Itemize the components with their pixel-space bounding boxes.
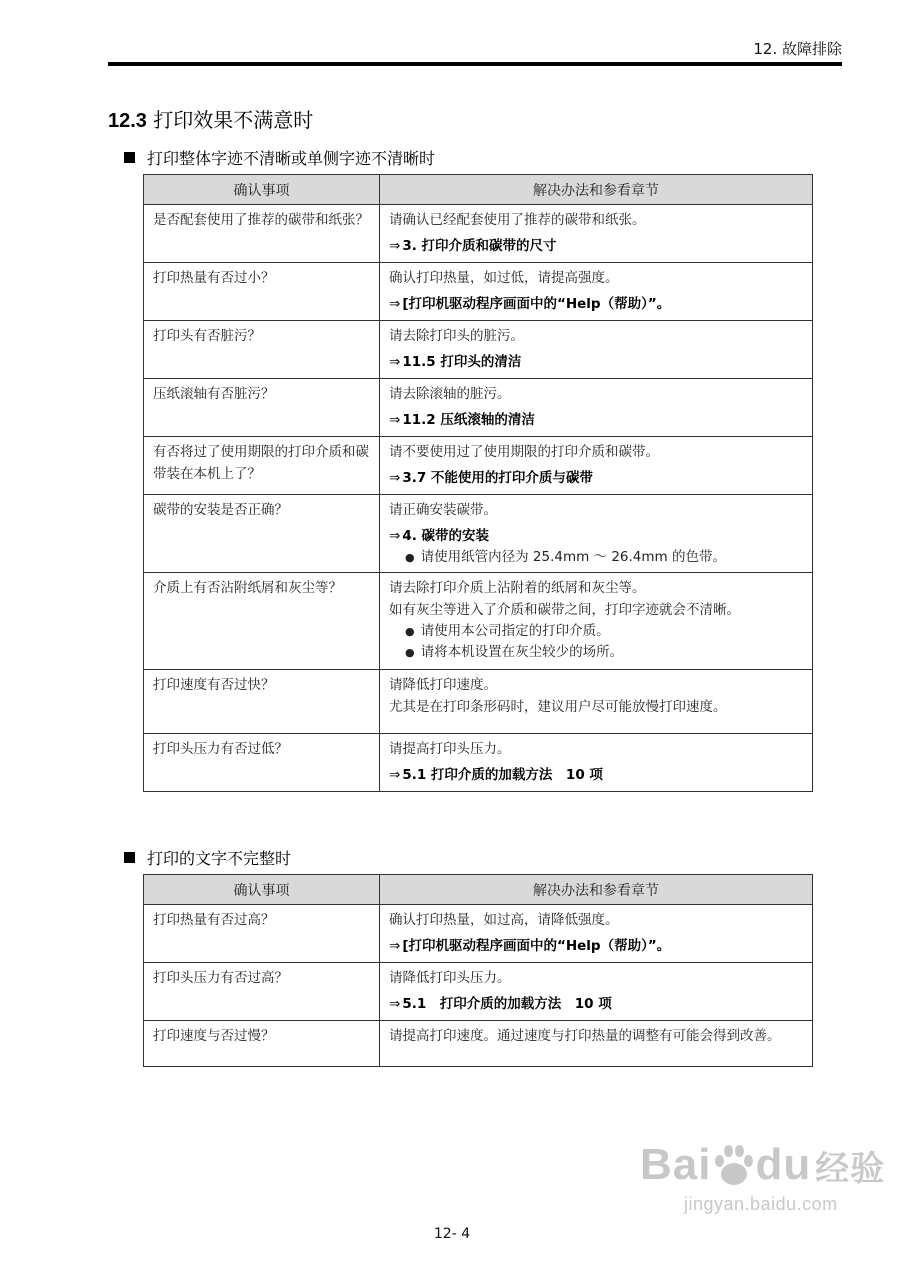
- solution-text: 尤其是在打印条形码时，建议用户尽可能放慢打印速度。: [389, 699, 727, 715]
- check-item-cell: 打印头压力有否过低？: [144, 734, 380, 792]
- paw-icon: [713, 1143, 753, 1187]
- reference-text: 3. 打印介质和碳带的尺寸: [402, 238, 557, 254]
- bullet-item: ● 请使用纸管内径为 25.4mm ～ 26.4mm 的色带。: [389, 547, 804, 568]
- watermark-logo: [640, 1140, 885, 1190]
- reference-link: [389, 293, 804, 315]
- solution-text: 请正确安装碳带。: [389, 502, 497, 518]
- check-item-cell: 打印头压力有否过高？: [144, 963, 380, 1021]
- page-number: 12- 4: [433, 1226, 471, 1242]
- solution-text: 请去除滚轴的脏污。: [389, 386, 511, 402]
- reference-text: 5.1 打印介质的加载方法 10 项: [402, 996, 612, 1012]
- check-item-cell: 介质上有否沾附纸屑和灰尘等？: [144, 573, 380, 670]
- reference-text: 3.7 不能使用的打印介质与碳带: [402, 470, 593, 486]
- solution-text: 如有灰尘等进入了介质和碳带之间，打印字迹就会不清晰。: [389, 602, 740, 618]
- reference-text: 5.1 打印介质的加载方法 10 项: [402, 767, 603, 783]
- column-header-solution: 解决办法和参看章节: [380, 875, 813, 905]
- solution-cell: [380, 321, 813, 379]
- table-row: [144, 1021, 813, 1067]
- troubleshoot-table-2: [143, 874, 813, 1067]
- table-row: [144, 734, 813, 792]
- table-row: [144, 963, 813, 1021]
- block1-heading: [124, 146, 435, 169]
- solution-text: 请确认已经配套使用了推荐的碳带和纸张。: [389, 212, 646, 228]
- check-item-cell: 是否配套使用了推荐的碳带和纸张？: [144, 205, 380, 263]
- arrow-right-icon: ⇒: [389, 238, 401, 254]
- solution-cell: [380, 1021, 813, 1067]
- solution-cell: [380, 734, 813, 792]
- reference-text: [打印机驱动程序画面中的“Help（帮助）”。: [402, 938, 671, 954]
- solution-cell: [380, 670, 813, 734]
- check-item-cell: 碳带的安装是否正确？: [144, 495, 380, 573]
- header-rule: [108, 62, 842, 66]
- section-number: 12.3: [108, 110, 147, 132]
- arrow-right-icon: ⇒: [389, 996, 401, 1012]
- watermark-logo-right: du: [755, 1140, 812, 1189]
- block1-heading-text: 打印整体字迹不清晰或单侧字迹不清晰时: [147, 149, 436, 168]
- square-bullet-icon: [124, 152, 135, 163]
- check-item-cell: 打印热量有否过小？: [144, 263, 380, 321]
- baidu-jingyan-watermark: [640, 1140, 885, 1215]
- watermark-brand: 经验: [815, 1149, 886, 1188]
- bullet-item: ● 请将本机设置在灰尘较少的场所。: [389, 642, 804, 663]
- watermark-url: jingyan.baidu.com: [684, 1194, 838, 1214]
- solution-cell: [380, 379, 813, 437]
- solution-text: 请降低打印头压力。: [389, 970, 511, 986]
- block2-heading: [124, 846, 291, 869]
- solution-text: 请去除打印介质上沾附着的纸屑和灰尘等。: [389, 580, 646, 596]
- table-row: [144, 495, 813, 573]
- table-row: [144, 263, 813, 321]
- reference-text: 11.2 压纸滚轴的清洁: [402, 412, 535, 428]
- reference-link: [389, 409, 804, 431]
- arrow-right-icon: ⇒: [389, 412, 401, 428]
- solution-cell: [380, 963, 813, 1021]
- reference-link: [389, 351, 804, 373]
- solution-text: 确认打印热量，如过低，请提高强度。: [389, 270, 619, 286]
- solution-cell: [380, 263, 813, 321]
- table-row: [144, 670, 813, 734]
- solution-text: 确认打印热量，如过高，请降低强度。: [389, 912, 619, 928]
- check-item-cell: 打印速度与否过慢？: [144, 1021, 380, 1067]
- solution-text: 请提高打印速度。通过速度与打印热量的调整有可能会得到改善。: [389, 1028, 781, 1044]
- table-row: [144, 205, 813, 263]
- solution-text: 请降低打印速度。: [389, 677, 497, 693]
- arrow-right-icon: ⇒: [389, 938, 401, 954]
- arrow-right-icon: ⇒: [389, 354, 401, 370]
- check-item-cell: 打印热量有否过高？: [144, 905, 380, 963]
- solution-cell: [380, 573, 813, 670]
- reference-link: [389, 525, 804, 547]
- watermark-logo-left: Bai: [640, 1140, 712, 1189]
- table-row: [144, 905, 813, 963]
- reference-link: [389, 993, 804, 1015]
- solution-text: 请去除打印头的脏污。: [389, 328, 524, 344]
- column-header-solution: 解决办法和参看章节: [380, 175, 813, 205]
- table-header-row: [144, 875, 813, 905]
- bullet-item: ● 请使用本公司指定的打印介质。: [389, 621, 804, 642]
- solution-text: 请提高打印头压力。: [389, 741, 511, 757]
- reference-link: [389, 467, 804, 489]
- check-item-cell: 有否将过了使用期限的打印介质和碳带装在本机上了？: [144, 437, 380, 495]
- table-row: [144, 379, 813, 437]
- reference-text: 4. 碳带的安装: [402, 528, 490, 544]
- table-row: [144, 321, 813, 379]
- block2-heading-text: 打印的文字不完整时: [147, 849, 292, 868]
- reference-link: [389, 764, 804, 786]
- arrow-right-icon: ⇒: [389, 470, 401, 486]
- reference-text: [打印机驱动程序画面中的“Help（帮助）”。: [402, 296, 671, 312]
- solution-cell: [380, 205, 813, 263]
- arrow-right-icon: ⇒: [389, 767, 401, 783]
- reference-link: [389, 935, 804, 957]
- arrow-right-icon: ⇒: [389, 528, 401, 544]
- column-header-check: 确认事项: [144, 875, 380, 905]
- column-header-check: 确认事项: [144, 175, 380, 205]
- reference-link: [389, 235, 804, 257]
- check-item-cell: 打印速度有否过快？: [144, 670, 380, 734]
- troubleshoot-table-1: [143, 174, 813, 792]
- table-row: [144, 437, 813, 495]
- section-title-text: 打印效果不满意时: [153, 108, 314, 132]
- check-item-cell: 压纸滚轴有否脏污？: [144, 379, 380, 437]
- table-header-row: [144, 175, 813, 205]
- arrow-right-icon: ⇒: [389, 296, 401, 312]
- solution-cell: [380, 905, 813, 963]
- square-bullet-icon: [124, 852, 135, 863]
- solution-cell: [380, 495, 813, 573]
- check-item-cell: 打印头有否脏污？: [144, 321, 380, 379]
- table-row: [144, 573, 813, 670]
- solution-cell: [380, 437, 813, 495]
- reference-text: 11.5 打印头的清洁: [402, 354, 522, 370]
- section-title: [108, 104, 313, 133]
- chapter-header: 12. 故障排除: [753, 40, 842, 58]
- solution-text: 请不要使用过了使用期限的打印介质和碳带。: [389, 444, 659, 460]
